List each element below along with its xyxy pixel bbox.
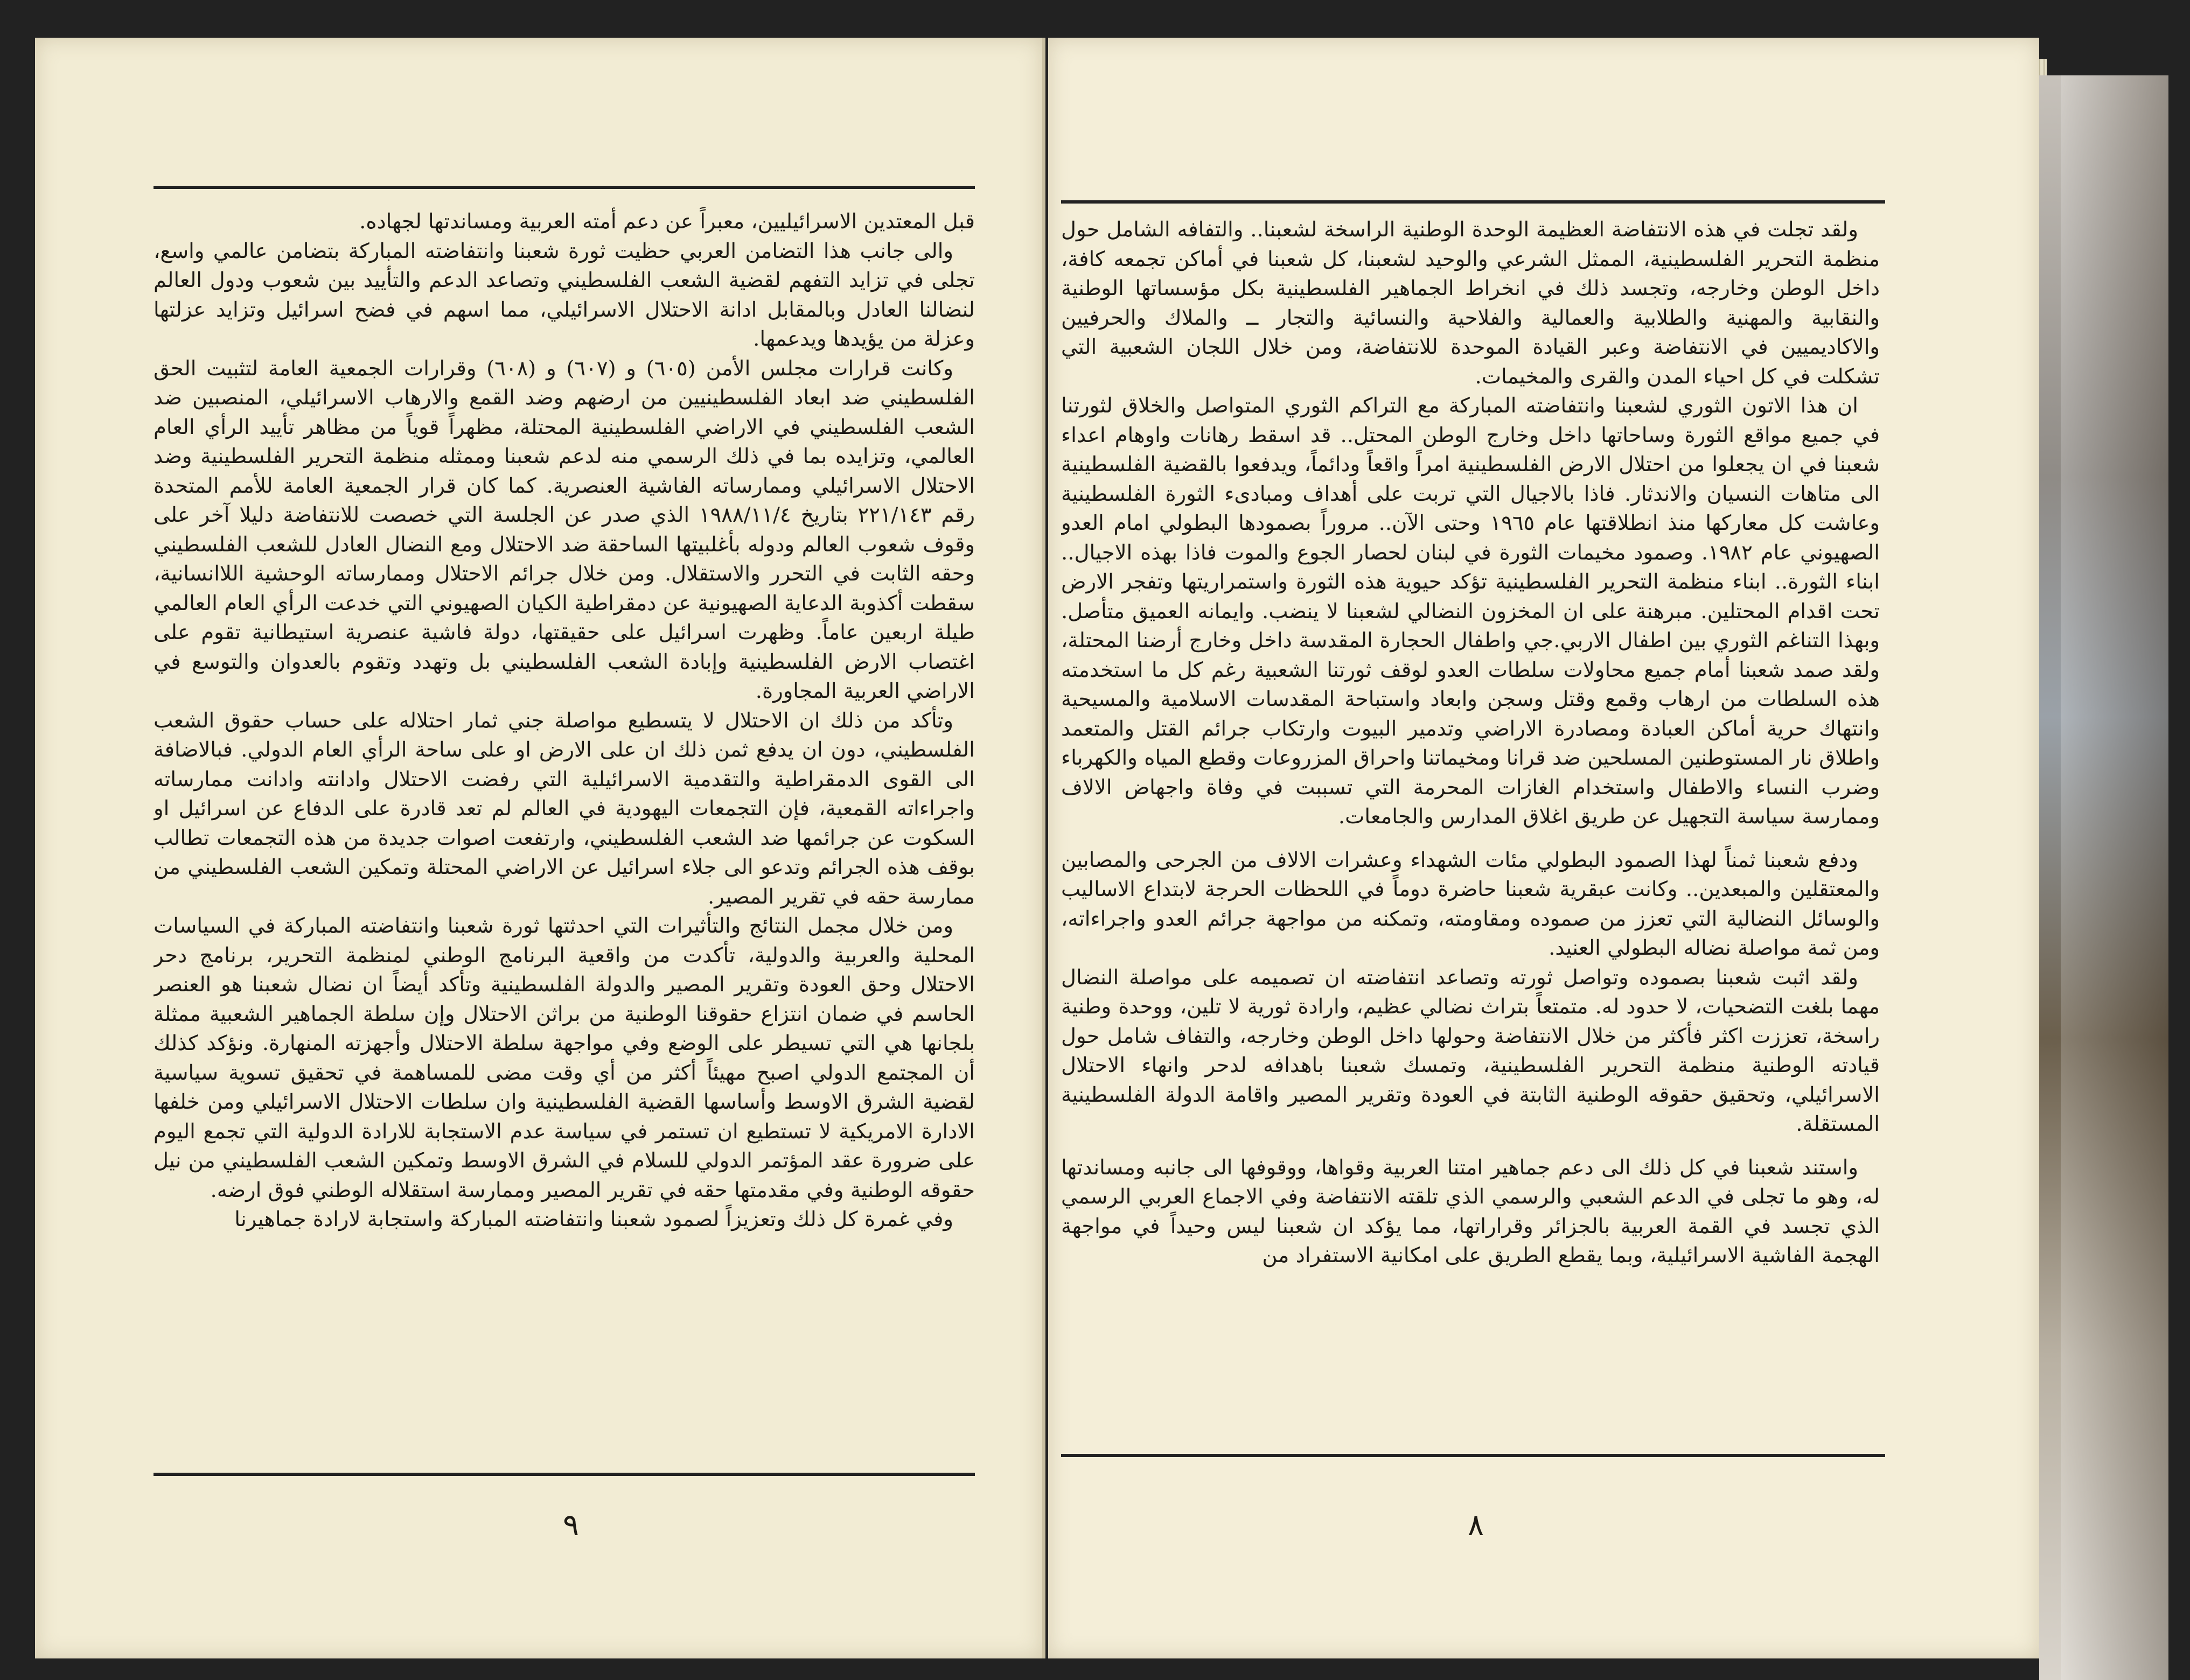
right-top-rule [1061, 200, 1885, 204]
left-paragraph-4: وتأكد من ذلك ان الاحتلال لا يتسطيع مواصلة جني ثمار احتلاله على حساب حقوق الشعب الفلسطيني، دون ان يدفع ثمن ذلك ان على الارض او على ساحة الرأي العام الدولي. فبالاضافة الى القوى الدمقراطية والتقدمية الاسرائيلية التي رفضت الاحتلال وادانته وادانت ممارساته واجراءاته القمعية، فإن التجمعات اليهودية في العالم لم تعد قادرة على الدفاع عن اسرائيل او السكوت عن جرائمها ضد الشعب الفلسطيني، وارتفعت اصوات جديدة من هذه التجمعات تطالب بوقف هذه الجرائم وتدعو الى جلاء اسرائيل عن الاراضي المحتلة وتمكين الشعب الفلسطيني من ممارسة حقه في تقرير المصير. [154, 708, 975, 909]
right-paragraph-2: ان هذا الاتون الثوري لشعبنا وانتفاضته المباركة مع التراكم الثوري المتواصل والخلاق لثورتنا في جميع مواقع الثورة وساحاتها داخل وخارج الوطن المحتل.. قد اسقط رهانات واوهام اعداء شعبنا في ان يجعلوا من احتلال الارض الفلسطينية امراً واقعاً ودائماً، ويدفعوا بالقضية الفلسطينية الى متاهات النسيان والاندثار. فاذا بالاجيال التي تربت على أهداف ومبادىء الثورة الفلسطينية وعاشت كل معاركها منذ انطلاقتها عام ١٩٦٥ وحتى الآن.. مروراً بصمودها البطولي امام العدو الصهيوني عام ١٩٨٢. وصمود مخيمات الثورة في لبنان لحصار الجوع والموت فاذا بهذه الاجيال.. ابناء الثورة.. ابناء منظمة التحرير الفلسطينية تؤكد حيوية هذه الثورة واستمراريتها وتفجر الارض تحت اقدام المحتلين. مبرهنة على ان المخزون النضالي لشعبنا لا ينضب. وايمانه العميق متأصل. وبهذا التناغم الثوري بين اطفال الاربي.جي واطفال الحجارة المقدسة داخل وخارج أرضنا المحتلة، ولقد صمد شعبنا أمام جميع محاولات سلطات العدو لوقف ثورتنا الشعبية رغم كل ما استخدمته هذه السلطات من ارهاب وقمع وقتل وسجن وابعاد واستباحة المقدسات الاسلامية والمسيحية وانتهاك حرية أماكن العبادة ومصادرة الاراضي وتدمير البيوت وارتكاب جرائم القتل والمتعمد واطلاق نار المستوطنين المسلحين ضد قرانا ومخيماتنا واحراق المزروعات وقطع المياه والكهرباء وضرب النساء والاطفال واستخدام الغازات المحرمة التي تسببت في وفاة واجهاض الالاف وممارسة سياسة التجهيل عن طريق اغلاق المدارس والجامعات. [1061, 394, 1880, 829]
left-paragraph-1: قبل المعتدين الاسرائيليين، معبراً عن دعم أمته العربية ومساندتها لجهاده. [359, 209, 975, 234]
left-page-text [154, 207, 975, 1489]
left-paragraph-6: وفي غمرة كل ذلك وتعزيزاً لصمود شعبنا وانتفاضته المباركة واستجابة لارادة جماهيرنا [234, 1207, 953, 1231]
left-paragraph-2: والى جانب هذا التضامن العربي حظيت ثورة شعبنا وانتفاضته المباركة بتضامن عالمي واسع، تجلى في تزايد التفهم لقضية الشعب الفلسطيني وتصاعد الدعم والتأييد بين شعوب ودول العالم لنضالنا العادل وبالمقابل ادانة الاحتلال الاسرائيلي، مما اسهم في فضح اسرائيل وتزايد عزلتها وعزلة من يؤيدها ويدعمها. [154, 239, 975, 351]
right-page-number: ٨ [1468, 1508, 1484, 1543]
right-bottom-rule [1061, 1454, 1885, 1457]
left-bottom-rule [154, 1473, 975, 1476]
right-paragraph-1: ولقد تجلت في هذه الانتفاضة العظيمة الوحدة الوطنية الراسخة لشعبنا.. والتفافه الشامل حول منظمة التحرير الفلسطينية، الممثل الشرعي والوحيد لشعبنا، كل شعبنا في أماكن تجمعه كافة، داخل الوطن وخارجه، وتجسد ذلك في انخراط الجماهير الفلسطينية بكل مؤسساتها الوطنية والنقابية والمهنية والطلابية والعمالية والفلاحية والنسائية والتجار ــ والملاك والحرفيين والاكاديميين في الانتفاضة وعبر القيادة الموحدة للانتفاضة، ومن خلال اللجان الشعبية التي تشكلت في كل احياء المدن والقرى والمخيمات. [1061, 218, 1880, 389]
left-page-number: ٩ [563, 1508, 580, 1543]
right-paragraph-3: ودفع شعبنا ثمناً لهذا الصمود البطولي مئات الشهداء وعشرات الالاف من الجرحى والمصابين والمعتقلين والمبعدين.. وكانت عبقرية شعبنا حاضرة دوماً في اللحظات الحرجة لابتداع الاساليب والوسائل النضالية التي تعزز من صموده ومقاومته، وتمكنه من مواجهة جرائم العدو واجراءاته، ومن ثمة مواصلة نضاله البطولي العنيد. [1061, 848, 1880, 960]
cover-edge-shade [2061, 75, 2168, 1680]
left-paragraph-5: ومن خلال مجمل النتائج والتأثيرات التي احدثتها ثورة شعبنا وانتفاضته المباركة في السياسات المحلية والعربية والدولية، تأكدت من واقعية البرنامج الوطني لمنظمة التحرير، برنامج دحر الاحتلال وحق العودة وتقرير المصير والدولة الفلسطينية وتأكد أيضاً ان نضال شعبنا هو العنصر الحاسم في ضمان انتزاع حقوقنا الوطنية من براثن الاحتلال وإن سلطة الجماهير الشعبية ممثلة بلجانها هي التي تسيطر على الوضع وفي مواجهة سلطة الاحتلال وأجهزته المنهارة. ونؤكد كذلك أن المجتمع الدولي اصبح مهيئاً أكثر من أي وقت مضى للمساهمة في تحقيق تسوية سياسية لقضية الشرق الاوسط وأساسها القضية الفلسطينية وان سلطات الاحتلال الاسرائيلي ومن خلفها الادارة الامريكية لا تستطيع ان تستمر في سياسة عدم الاستجابة للارادة الدولية التي تجمع اليوم على ضرورة عقد المؤتمر الدولي للسلام في الشرق الاوسط وتمكين الشعب الفلسطيني من نيل حقوقه الوطنية وفي مقدمتها حقه في تقرير المصير وممارسة استقلاله الوطني فوق ارضه. [154, 914, 975, 1202]
left-top-rule [154, 186, 975, 189]
left-paragraph-3: وكانت قرارات مجلس الأمن (٦٠٥) و (٦٠٧) و (٦٠٨) وقرارات الجمعية العامة لتثبيت الحق الفلسطيني ضد ابعاد الفلسطينيين من ارضهم وضد القمع والارهاب الاسرائيلي، المنصبين ضد الشعب الفلسطيني في الاراضي الفلسطينية المحتلة، مظهراً قوياً من مظاهر تأييد الرأي العام العالمي، وتزايده بما في ذلك الرسمي منه لدعم شعبنا وممثله منظمة التحرير الفلسطينية وضد الاحتلال الاسرائيلي وممارساته الفاشية العنصرية. كما كان قرار الجمعية العامة للأمم المتحدة رقم ٢٢١/١٤٣ بتاريخ ١٩٨٨/١١/٤ الذي صدر عن الجلسة التي خصصت للانتفاضة دليلا آخر على وقوف شعوب العالم ودوله بأغلبيتها الساحقة ضد الاحتلال ومع النضال العادل للشعب الفلسطيني وحقه الثابت في التحرر والاستقلال. ومن خلال جرائم الاحتلال وممارساته الوحشية اللاانسانية، سقطت أكذوبة الدعاية الصهيونية عن دمقراطية الكيان الصهيوني التي خدعت الرأي العام العالمي طيلة اربعين عاماً. وظهرت اسرائيل على حقيقتها، دولة فاشية عنصرية استيطانية تقوم على اغتصاب الارض الفلسطينية وإبادة الشعب الفلسطيني بل وتهدد وتقوم بالعدوان والتوسع في الاراضي العربية المجاورة. [154, 356, 975, 703]
right-paragraph-5: واستند شعبنا في كل ذلك الى دعم جماهير امتنا العربية وقواها، ووقوفها الى جانبه ومساندتها له، وهو ما تجلى في الدعم الشعبي والرسمي الذي تلقته الانتفاضة وفي الاجماع العربي الرسمي الذي تجسد في القمة العربية بالجزائر وقراراتها، مما يؤكد ان شعبنا ليس وحيداً في مواجهة الهجمة الفاشية الاسرائيلية، وبما يقطع الطريق على امكانية الاستفراد من [1061, 1155, 1880, 1268]
right-page-text [1061, 215, 1880, 1494]
right-paragraph-4: ولقد اثبت شعبنا بصموده وتواصل ثورته وتصاعد انتفاضته ان تصميمه على مواصلة النضال مهما بلغت التضحيات، لا حدود له. متمتعاً بتراث نضالي عظيم، وارادة ثورية لا تلين، ووحدة وطنية راسخة، تعززت اكثر فأكثر من خلال الانتفاضة وحولها داخل الوطن وخارجه، والتفاف شامل حول قيادته الوطنية منظمة التحرير الفلسطينية، وتمسك شعبنا باهدافه لدحر وانهاء الاحتلال الاسرائيلي، وتحقيق حقوقه الوطنية الثابتة في العودة وتقرير المصير واقامة الدولة الفلسطينية المستقلة. [1061, 965, 1880, 1136]
cover-edge [2039, 75, 2168, 1680]
